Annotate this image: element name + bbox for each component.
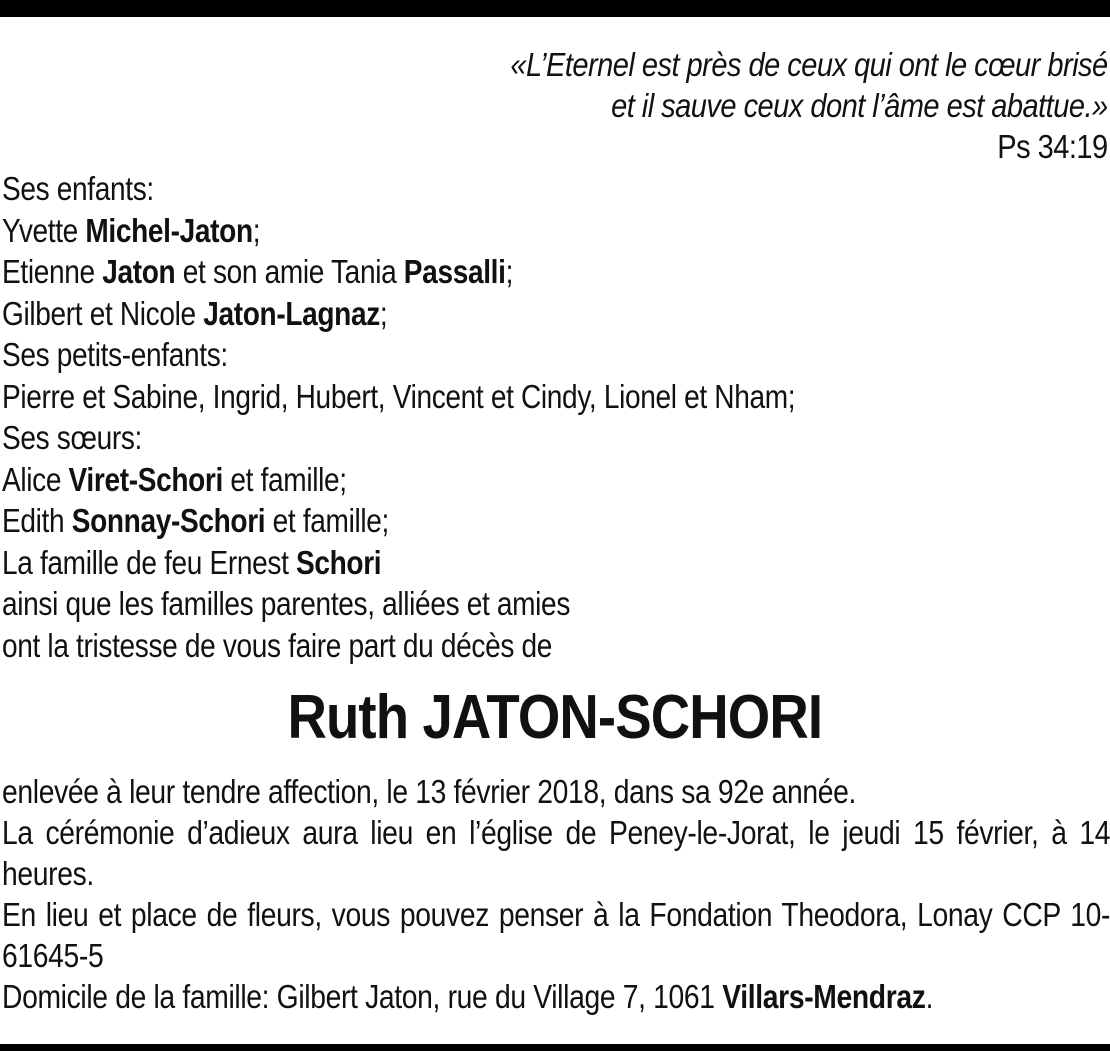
grandchildren-list: Pierre et Sabine, Ingrid, Hubert, Vincent et Cindy, Lionel et Nham; bbox=[2, 377, 796, 415]
family-list bbox=[2, 168, 1022, 666]
sister-1: Alice Viret-Schori et famille; bbox=[2, 460, 347, 498]
top-border-rule bbox=[0, 0, 1110, 17]
sisters-heading: Ses sœurs: bbox=[2, 419, 142, 456]
passing-notice: enlevée à leur tendre affection, le 13 février 2018, dans sa 92e année. bbox=[2, 773, 857, 810]
child-2: Etienne Jaton et son amie Tania Passalli; bbox=[2, 253, 514, 290]
domicile-place: Villars-Mendraz bbox=[722, 978, 926, 1015]
child-1-surname: Michel-Jaton bbox=[85, 211, 253, 249]
bottom-border-rule bbox=[0, 1044, 1110, 1051]
donation-notice: En lieu et place de fleurs, vous pouvez penser à la Fondation Theodora, Lonay CCP 10-61645-5 bbox=[2, 896, 1110, 974]
extended-family: ainsi que les familles parentes, alliées et amies bbox=[2, 585, 571, 622]
announcement: ont la tristesse de vous faire part du décès de bbox=[2, 626, 553, 664]
sister-2: Edith Sonnay-Schori et famille; bbox=[2, 502, 389, 539]
child-3: Gilbert et Nicole Jaton-Lagnaz; bbox=[2, 294, 388, 332]
family-domicile: Domicile de la famille: Gilbert Jaton, rue du Village 7, 1061 Villars-Mendraz. bbox=[2, 978, 934, 1015]
child-3-surname: Jaton-Lagnaz bbox=[203, 294, 380, 332]
child-2-surname: Jaton bbox=[102, 253, 176, 290]
child-1: Yvette Michel-Jaton; bbox=[2, 211, 261, 249]
bible-quote bbox=[511, 44, 1108, 167]
grandchildren-heading: Ses petits-enfants: bbox=[2, 336, 228, 373]
closing-text bbox=[2, 771, 1110, 1017]
late-family-surname: Schori bbox=[295, 543, 382, 581]
ceremony-notice: La cérémonie d’adieux aura lieu en l’église de Peney-le-Jorat, le jeudi 15 février, à 14 heures. bbox=[2, 814, 1110, 892]
quote-line-1: «L’Eternel est près de ceux qui ont le cœur brisé bbox=[510, 46, 1108, 83]
late-family: La famille de feu Ernest Schori bbox=[2, 543, 382, 581]
child-2-partner-surname: Passalli bbox=[403, 253, 506, 290]
quote-reference: Ps 34:19 bbox=[997, 128, 1108, 165]
sister-1-surname: Viret-Schori bbox=[68, 460, 223, 498]
quote-line-2: et il sauve ceux dont l’âme est abattue.» bbox=[611, 87, 1108, 124]
sister-2-surname: Sonnay-Schori bbox=[71, 502, 266, 539]
deceased-name: Ruth JATON-SCHORI bbox=[287, 683, 823, 752]
children-heading: Ses enfants: bbox=[2, 170, 154, 207]
